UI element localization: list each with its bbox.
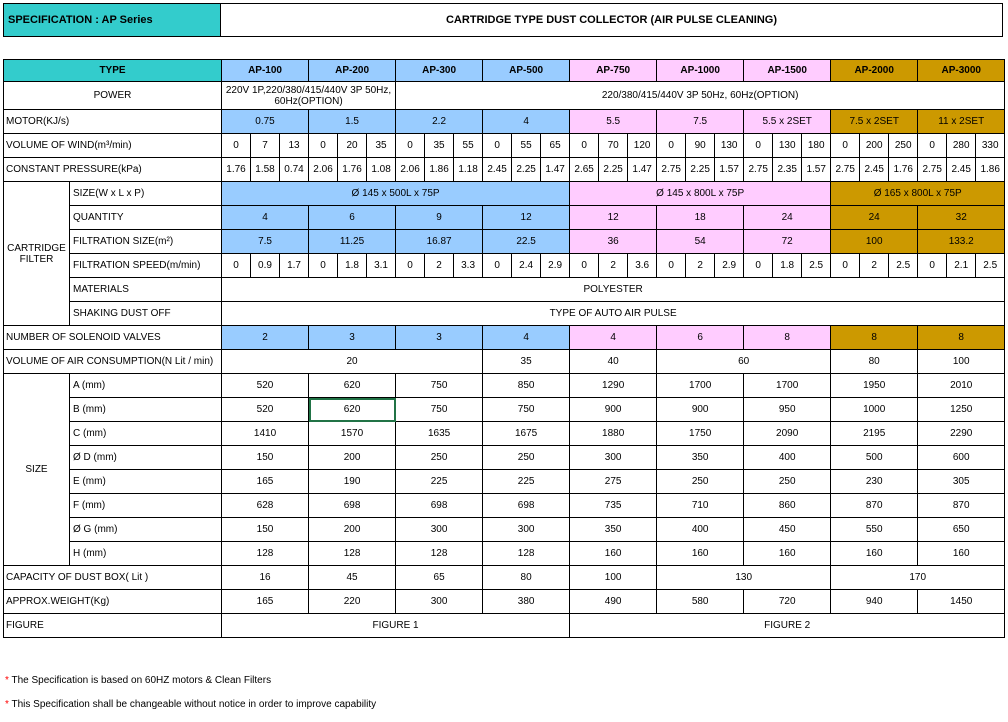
filtration-speed-cell[interactable]: 2.5	[976, 254, 1005, 278]
type-label[interactable]: TYPE	[4, 60, 222, 82]
dustbox-row	[4, 566, 1005, 590]
filtration-speed-cell[interactable]: 3.3	[454, 254, 483, 278]
filtration-speed-cell[interactable]: 2.9	[541, 254, 570, 278]
type-row	[4, 60, 1005, 82]
size-label[interactable]: F (mm)	[70, 494, 222, 518]
filtration-speed-cell[interactable]: 0.9	[251, 254, 280, 278]
size-cell[interactable]: 400	[657, 518, 744, 542]
filtration-speed-cell[interactable]: 0	[222, 254, 251, 278]
solenoid-cell[interactable]: 8	[831, 326, 918, 350]
filtration-size-cell[interactable]: 7.5	[222, 230, 309, 254]
dustbox-cell[interactable]: 45	[309, 566, 396, 590]
shaking-row	[4, 302, 1005, 326]
size-b-row	[4, 398, 1005, 422]
model-cell[interactable]: AP-750	[570, 60, 657, 82]
filtration-size-cell[interactable]: 11.25	[309, 230, 396, 254]
wind-cell[interactable]: 55	[454, 134, 483, 158]
air-cell[interactable]: 60	[657, 350, 831, 374]
pressure-cell[interactable]: 2.75	[657, 158, 686, 182]
filtration-speed-cell[interactable]: 0	[918, 254, 947, 278]
wind-cell[interactable]: 0	[309, 134, 338, 158]
motor-cell[interactable]: 5.5	[570, 110, 657, 134]
size-f-row	[4, 494, 1005, 518]
size-label[interactable]: H (mm)	[70, 542, 222, 566]
air-cell[interactable]: 80	[831, 350, 918, 374]
pressure-cell[interactable]: 1.57	[715, 158, 744, 182]
size-g-row	[4, 518, 1005, 542]
solenoid-row	[4, 326, 1005, 350]
filtration-size-cell[interactable]: 54	[657, 230, 744, 254]
motor-cell[interactable]: 7.5	[657, 110, 744, 134]
power-rest-cell[interactable]: 220/380/415/440V 3P 50Hz, 60Hz(OPTION)	[396, 82, 1005, 110]
wind-cell[interactable]: 0	[483, 134, 512, 158]
wind-cell[interactable]: 280	[947, 134, 976, 158]
size-cell[interactable]: 550	[831, 518, 918, 542]
model-cell[interactable]: AP-500	[483, 60, 570, 82]
figure-row	[4, 614, 1005, 638]
pressure-cell[interactable]: 2.75	[918, 158, 947, 182]
model-cell[interactable]: AP-200	[309, 60, 396, 82]
size-cell[interactable]: 150	[222, 446, 309, 470]
size-cell[interactable]: 1250	[918, 398, 1005, 422]
filtration-speed-cell[interactable]: 2.9	[715, 254, 744, 278]
dustbox-cell[interactable]: 130	[657, 566, 831, 590]
air-cell[interactable]: 40	[570, 350, 657, 374]
wind-cell[interactable]: 0	[570, 134, 599, 158]
size-h-row	[4, 542, 1005, 566]
filtration-speed-cell[interactable]: 0	[309, 254, 338, 278]
filtration-speed-cell[interactable]: 2.1	[947, 254, 976, 278]
weight-cell[interactable]: 1450	[918, 590, 1005, 614]
solenoid-cell[interactable]: 4	[483, 326, 570, 350]
wind-cell[interactable]: 65	[541, 134, 570, 158]
quantity-cell[interactable]: 32	[918, 206, 1005, 230]
size-label[interactable]: B (mm)	[70, 398, 222, 422]
size-cell[interactable]: 500	[831, 446, 918, 470]
size-cell[interactable]: 1000	[831, 398, 918, 422]
motor-cell[interactable]: 7.5 x 2SET	[831, 110, 918, 134]
power-label[interactable]: POWER	[4, 82, 222, 110]
solenoid-label[interactable]: NUMBER OF SOLENOID VALVES	[4, 326, 222, 350]
pressure-cell[interactable]: 2.75	[744, 158, 773, 182]
size-cell[interactable]: 600	[918, 446, 1005, 470]
pressure-cell[interactable]: 2.45	[860, 158, 889, 182]
filtration-speed-cell[interactable]: 2	[860, 254, 889, 278]
size-label[interactable]: C (mm)	[70, 422, 222, 446]
quantity-cell[interactable]: 4	[222, 206, 309, 230]
size-cell[interactable]: 520	[222, 374, 309, 398]
size-cell[interactable]: 950	[744, 398, 831, 422]
size-cell[interactable]: 225	[396, 470, 483, 494]
model-cell[interactable]: AP-300	[396, 60, 483, 82]
pressure-cell[interactable]: 2.45	[947, 158, 976, 182]
wind-cell[interactable]: 0	[222, 134, 251, 158]
size-cell[interactable]: 650	[918, 518, 1005, 542]
size-cell[interactable]: 860	[744, 494, 831, 518]
size-cell[interactable]: 520	[222, 398, 309, 422]
size-cell[interactable]: 1950	[831, 374, 918, 398]
size-cell[interactable]: 735	[570, 494, 657, 518]
size-cell[interactable]: 275	[570, 470, 657, 494]
figure-label[interactable]: FIGURE	[4, 614, 222, 638]
wind-cell[interactable]: 200	[860, 134, 889, 158]
wind-cell[interactable]: 70	[599, 134, 628, 158]
spec-table	[3, 59, 1005, 638]
filtration-speed-cell[interactable]: 2.5	[889, 254, 918, 278]
filtration-speed-cell[interactable]: 2.5	[802, 254, 831, 278]
model-cell[interactable]: AP-3000	[918, 60, 1005, 82]
pressure-cell[interactable]: 2.35	[773, 158, 802, 182]
size-cell[interactable]: 750	[396, 374, 483, 398]
filtration-speed-cell[interactable]: 0	[831, 254, 860, 278]
footnote-text: This Specification shall be changeable without notice in order to improve capability	[8, 699, 377, 710]
series-title: SPECIFICATION : AP Series	[4, 4, 221, 36]
size-cell[interactable]: 1635	[396, 422, 483, 446]
size-cell[interactable]: 1410	[222, 422, 309, 446]
size-cell[interactable]: 900	[570, 398, 657, 422]
footnote-asterisk: *	[5, 699, 9, 710]
solenoid-cell[interactable]: 6	[657, 326, 744, 350]
materials-label[interactable]: MATERIALS	[70, 278, 222, 302]
size-cell[interactable]: 2090	[744, 422, 831, 446]
wind-cell[interactable]: 90	[686, 134, 715, 158]
solenoid-cell[interactable]: 3	[396, 326, 483, 350]
size-cell[interactable]: 350	[570, 518, 657, 542]
size-cell[interactable]: 1700	[657, 374, 744, 398]
pressure-cell[interactable]: 1.47	[628, 158, 657, 182]
pressure-cell[interactable]: 2.25	[599, 158, 628, 182]
wind-cell[interactable]: 250	[889, 134, 918, 158]
size-cell[interactable]: 1700	[744, 374, 831, 398]
air-cell[interactable]: 35	[483, 350, 570, 374]
motor-cell[interactable]: 1.5	[309, 110, 396, 134]
solenoid-cell[interactable]: 8	[918, 326, 1005, 350]
pressure-cell[interactable]: 1.58	[251, 158, 280, 182]
quantity-cell[interactable]: 24	[831, 206, 918, 230]
motor-label[interactable]: MOTOR(KJ/s)	[4, 110, 222, 134]
dustbox-cell[interactable]: 100	[570, 566, 657, 590]
materials-row	[4, 278, 1005, 302]
air-row	[4, 350, 1005, 374]
size-cell[interactable]: 350	[657, 446, 744, 470]
quantity-cell[interactable]: 12	[483, 206, 570, 230]
motor-cell[interactable]: 2.2	[396, 110, 483, 134]
weight-cell[interactable]: 490	[570, 590, 657, 614]
dustbox-cell[interactable]: 65	[396, 566, 483, 590]
size-cell[interactable]: 1290	[570, 374, 657, 398]
wind-cell[interactable]: 0	[657, 134, 686, 158]
cartridge-size-cell[interactable]: Ø 145 x 800L x 75P	[570, 182, 831, 206]
pressure-label[interactable]: CONSTANT PRESSURE(kPa)	[4, 158, 222, 182]
wind-cell[interactable]: 35	[367, 134, 396, 158]
figure-cell[interactable]: FIGURE 2	[570, 614, 1005, 638]
size-cell[interactable]: 1570	[309, 422, 396, 446]
size-cell[interactable]: 2290	[918, 422, 1005, 446]
size-cell[interactable]: 200	[309, 518, 396, 542]
size-cell[interactable]: 160	[918, 542, 1005, 566]
motor-cell[interactable]: 11 x 2SET	[918, 110, 1005, 134]
footnote-asterisk: *	[5, 675, 9, 686]
model-cell[interactable]: AP-100	[222, 60, 309, 82]
wind-cell[interactable]: 180	[802, 134, 831, 158]
wind-cell[interactable]: 20	[338, 134, 367, 158]
figure-cell[interactable]: FIGURE 1	[222, 614, 570, 638]
size-cell[interactable]: 250	[657, 470, 744, 494]
size-d-row	[4, 446, 1005, 470]
filtration-speed-row	[4, 254, 1005, 278]
pressure-cell[interactable]: 1.76	[222, 158, 251, 182]
wind-cell[interactable]: 120	[628, 134, 657, 158]
filtration-size-cell[interactable]: 36	[570, 230, 657, 254]
size-c-row	[4, 422, 1005, 446]
filtration-speed-cell[interactable]: 0	[657, 254, 686, 278]
power-fig1-cell[interactable]: 220V 1P,220/380/415/440V 3P 50Hz, 60Hz(OPTION)	[222, 82, 396, 110]
quantity-cell[interactable]: 6	[309, 206, 396, 230]
size-cell[interactable]: 750	[483, 398, 570, 422]
filtration-speed-cell[interactable]: 2.4	[512, 254, 541, 278]
footnote	[5, 674, 376, 698]
pressure-row	[4, 158, 1005, 182]
pressure-cell[interactable]: 2.65	[570, 158, 599, 182]
cartridge-size-row	[4, 182, 1005, 206]
filtration-speed-label[interactable]: FILTRATION SPEED(m/min)	[70, 254, 222, 278]
size-cell[interactable]: 300	[396, 518, 483, 542]
weight-cell[interactable]: 300	[396, 590, 483, 614]
size-cell[interactable]: 250	[483, 446, 570, 470]
pressure-cell[interactable]: 1.18	[454, 158, 483, 182]
dustbox-cell[interactable]: 80	[483, 566, 570, 590]
size-cell[interactable]: 128	[396, 542, 483, 566]
pressure-cell[interactable]: 1.86	[976, 158, 1005, 182]
spec-banner	[3, 3, 1003, 37]
power-row	[4, 82, 1005, 110]
weight-cell[interactable]: 165	[222, 590, 309, 614]
quantity-row	[4, 206, 1005, 230]
shaking-cell[interactable]: TYPE OF AUTO AIR PULSE	[222, 302, 1005, 326]
model-cell[interactable]: AP-2000	[831, 60, 918, 82]
size-cell[interactable]: 400	[744, 446, 831, 470]
pressure-cell[interactable]: 1.86	[425, 158, 454, 182]
weight-cell[interactable]: 220	[309, 590, 396, 614]
solenoid-cell[interactable]: 2	[222, 326, 309, 350]
model-cell[interactable]: AP-1000	[657, 60, 744, 82]
filtration-speed-cell[interactable]: 2	[686, 254, 715, 278]
filtration-speed-cell[interactable]: 0	[483, 254, 512, 278]
filtration-speed-cell[interactable]: 1.8	[338, 254, 367, 278]
filtration-speed-cell[interactable]: 1.7	[280, 254, 309, 278]
size-cell[interactable]: 750	[396, 398, 483, 422]
cartridge-size-cell[interactable]: Ø 165 x 800L x 75P	[831, 182, 1005, 206]
weight-cell[interactable]: 380	[483, 590, 570, 614]
wind-cell[interactable]: 0	[831, 134, 860, 158]
size-cell[interactable]: 850	[483, 374, 570, 398]
filtration-size-cell[interactable]: 16.87	[396, 230, 483, 254]
filtration-speed-cell[interactable]: 3.1	[367, 254, 396, 278]
materials-cell[interactable]: POLYESTER	[222, 278, 1005, 302]
cartridge-size-label[interactable]: SIZE(W x L x P)	[70, 182, 222, 206]
size-cell[interactable]: 160	[744, 542, 831, 566]
air-label[interactable]: VOLUME OF AIR CONSUMPTION(N Lit / min)	[4, 350, 222, 374]
size-cell[interactable]: 250	[744, 470, 831, 494]
motor-cell[interactable]: 0.75	[222, 110, 309, 134]
size-cell[interactable]: 870	[918, 494, 1005, 518]
filtration-speed-cell[interactable]: 2	[599, 254, 628, 278]
pressure-cell[interactable]: 0.74	[280, 158, 309, 182]
motor-cell[interactable]: 5.5 x 2SET	[744, 110, 831, 134]
air-cell[interactable]: 100	[918, 350, 1005, 374]
solenoid-cell[interactable]: 8	[744, 326, 831, 350]
wind-label[interactable]: VOLUME OF WIND(m³/min)	[4, 134, 222, 158]
filtration-size-cell[interactable]: 72	[744, 230, 831, 254]
pressure-cell[interactable]: 1.08	[367, 158, 396, 182]
size-cell[interactable]: 450	[744, 518, 831, 542]
cartridge-size-cell[interactable]: Ø 145 x 500L x 75P	[222, 182, 570, 206]
size-label[interactable]: A (mm)	[70, 374, 222, 398]
wind-cell[interactable]: 130	[773, 134, 802, 158]
pressure-cell[interactable]: 2.06	[396, 158, 425, 182]
size-cell[interactable]: 1750	[657, 422, 744, 446]
size-cell[interactable]: 190	[309, 470, 396, 494]
shaking-label[interactable]: SHAKING DUST OFF	[70, 302, 222, 326]
solenoid-cell[interactable]: 3	[309, 326, 396, 350]
weight-row	[4, 590, 1005, 614]
quantity-cell[interactable]: 24	[744, 206, 831, 230]
footnote-text: The Specification is based on 60HZ motors & Clean Filters	[8, 675, 272, 686]
wind-cell[interactable]: 130	[715, 134, 744, 158]
pressure-cell[interactable]: 2.06	[309, 158, 338, 182]
filtration-size-label[interactable]: FILTRATION SIZE(m²)	[70, 230, 222, 254]
size-cell[interactable]: 230	[831, 470, 918, 494]
model-cell[interactable]: AP-1500	[744, 60, 831, 82]
filtration-speed-cell[interactable]: 0	[396, 254, 425, 278]
wind-cell[interactable]: 35	[425, 134, 454, 158]
filtration-speed-cell[interactable]: 0	[744, 254, 773, 278]
size-cell[interactable]: 225	[483, 470, 570, 494]
filtration-size-cell[interactable]: 100	[831, 230, 918, 254]
filtration-speed-cell[interactable]: 3.6	[628, 254, 657, 278]
size-label[interactable]: E (mm)	[70, 470, 222, 494]
size-group-label[interactable]: SIZE	[4, 374, 70, 566]
size-cell[interactable]: 710	[657, 494, 744, 518]
wind-cell[interactable]: 55	[512, 134, 541, 158]
pressure-cell[interactable]: 2.25	[512, 158, 541, 182]
pressure-cell[interactable]: 1.76	[889, 158, 918, 182]
pressure-cell[interactable]: 1.57	[802, 158, 831, 182]
quantity-cell[interactable]: 9	[396, 206, 483, 230]
footnotes	[5, 674, 376, 722]
dustbox-cell[interactable]: 16	[222, 566, 309, 590]
pressure-cell[interactable]: 2.75	[831, 158, 860, 182]
wind-cell[interactable]: 0	[744, 134, 773, 158]
size-cell[interactable]: 165	[222, 470, 309, 494]
weight-label[interactable]: APPROX.WEIGHT(Kg)	[4, 590, 222, 614]
size-cell[interactable]: 870	[831, 494, 918, 518]
footnote	[5, 698, 376, 722]
dustbox-cell[interactable]: 170	[831, 566, 1005, 590]
size-cell[interactable]: 128	[222, 542, 309, 566]
size-a-row	[4, 374, 1005, 398]
cartridge-group-label[interactable]: CARTRIDGE FILTER	[4, 182, 70, 326]
size-cell[interactable]: 128	[483, 542, 570, 566]
size-cell[interactable]: 160	[570, 542, 657, 566]
weight-cell[interactable]: 720	[744, 590, 831, 614]
size-cell[interactable]: 305	[918, 470, 1005, 494]
quantity-label[interactable]: QUANTITY	[70, 206, 222, 230]
air-cell[interactable]: 20	[222, 350, 483, 374]
size-cell[interactable]: 698	[309, 494, 396, 518]
dustbox-label[interactable]: CAPACITY OF DUST BOX( Lit )	[4, 566, 222, 590]
size-cell[interactable]: 160	[657, 542, 744, 566]
size-cell[interactable]: 698	[396, 494, 483, 518]
wind-cell[interactable]: 0	[396, 134, 425, 158]
size-cell[interactable]: 160	[831, 542, 918, 566]
weight-cell[interactable]: 940	[831, 590, 918, 614]
size-cell[interactable]: 150	[222, 518, 309, 542]
product-title: CARTRIDGE TYPE DUST COLLECTOR (AIR PULSE CLEANING)	[445, 14, 778, 26]
size-cell[interactable]: 900	[657, 398, 744, 422]
pressure-cell[interactable]: 2.25	[686, 158, 715, 182]
size-label[interactable]: Ø G (mm)	[70, 518, 222, 542]
pressure-cell[interactable]: 1.76	[338, 158, 367, 182]
size-e-row	[4, 470, 1005, 494]
filtration-size-cell[interactable]: 22.5	[483, 230, 570, 254]
filtration-speed-cell[interactable]: 0	[570, 254, 599, 278]
wind-row	[4, 134, 1005, 158]
pressure-cell[interactable]: 1.47	[541, 158, 570, 182]
motor-cell[interactable]: 4	[483, 110, 570, 134]
wind-cell[interactable]: 7	[251, 134, 280, 158]
wind-cell[interactable]: 13	[280, 134, 309, 158]
size-cell[interactable]: 128	[309, 542, 396, 566]
weight-cell[interactable]: 580	[657, 590, 744, 614]
size-cell-selected[interactable]: 620	[309, 398, 396, 422]
filtration-speed-cell[interactable]: 1.8	[773, 254, 802, 278]
filtration-speed-cell[interactable]: 2	[425, 254, 454, 278]
size-cell[interactable]: 200	[309, 446, 396, 470]
motor-row	[4, 110, 1005, 134]
size-label[interactable]: Ø D (mm)	[70, 446, 222, 470]
filtration-size-cell[interactable]: 133.2	[918, 230, 1005, 254]
size-cell[interactable]: 2195	[831, 422, 918, 446]
size-cell[interactable]: 1675	[483, 422, 570, 446]
solenoid-cell[interactable]: 4	[570, 326, 657, 350]
size-cell[interactable]: 1880	[570, 422, 657, 446]
size-cell[interactable]: 250	[396, 446, 483, 470]
size-cell[interactable]: 698	[483, 494, 570, 518]
quantity-cell[interactable]: 12	[570, 206, 657, 230]
pressure-cell[interactable]: 2.45	[483, 158, 512, 182]
size-cell[interactable]: 2010	[918, 374, 1005, 398]
wind-cell[interactable]: 0	[918, 134, 947, 158]
size-cell[interactable]: 300	[570, 446, 657, 470]
size-cell[interactable]: 628	[222, 494, 309, 518]
wind-cell[interactable]: 330	[976, 134, 1005, 158]
size-cell[interactable]: 620	[309, 374, 396, 398]
size-cell[interactable]: 300	[483, 518, 570, 542]
filtration-size-row	[4, 230, 1005, 254]
quantity-cell[interactable]: 18	[657, 206, 744, 230]
